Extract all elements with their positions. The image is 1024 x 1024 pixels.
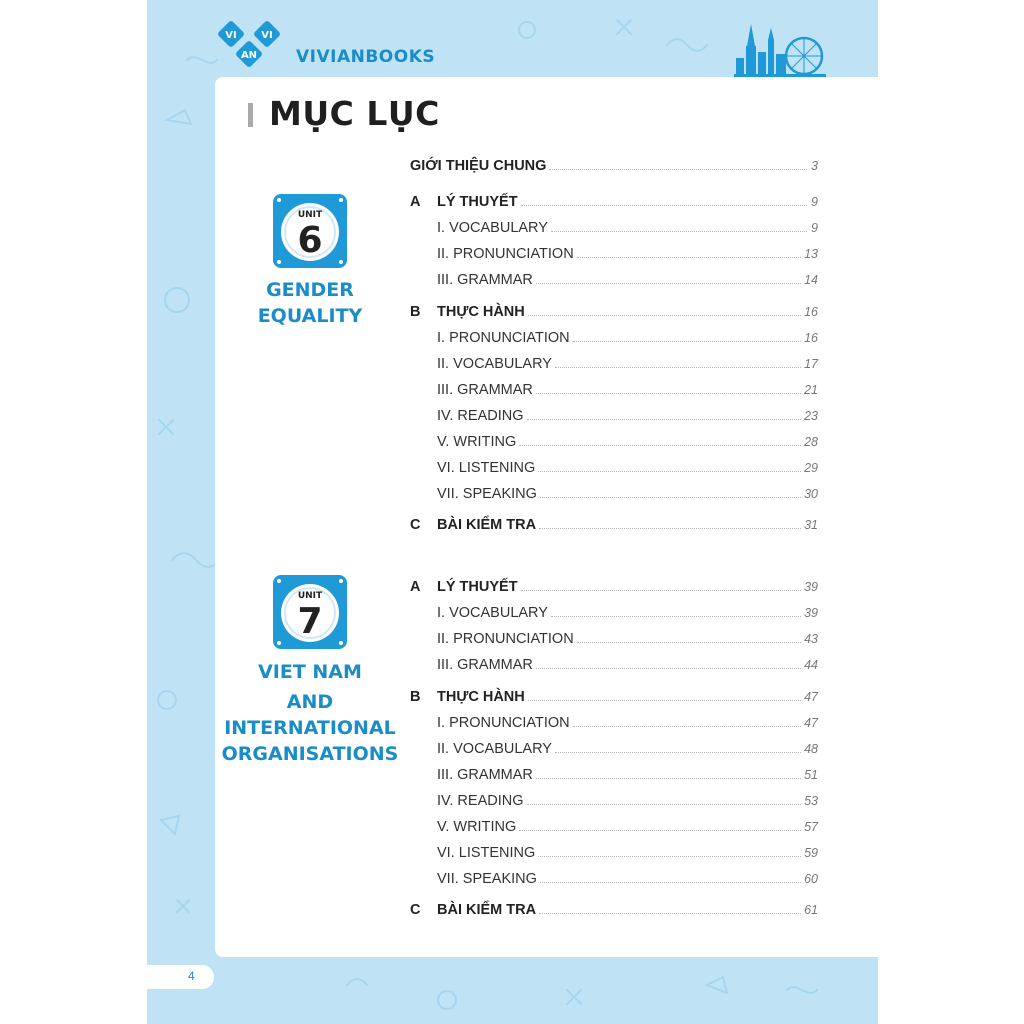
dot-leader bbox=[538, 844, 801, 857]
dot-leader bbox=[527, 792, 802, 805]
dot-leader bbox=[573, 329, 801, 342]
toc-entry-label: GIỚI THIỆU CHUNG bbox=[410, 158, 547, 174]
unit-7-title-line: INTERNATIONAL bbox=[224, 717, 396, 739]
toc-entry-label: IV. READING bbox=[437, 407, 524, 424]
dot-leader bbox=[536, 271, 801, 284]
dot-leader bbox=[555, 740, 801, 753]
dot-leader bbox=[521, 578, 802, 591]
page-title: MỤC LỤC bbox=[269, 94, 440, 133]
dot-leader bbox=[528, 688, 801, 701]
toc-entry-page: 9 bbox=[811, 195, 818, 209]
logo-letters-2: VI bbox=[261, 30, 273, 41]
toc-section-letter: C bbox=[410, 902, 421, 918]
toc-entry-page: 53 bbox=[804, 793, 818, 808]
toc-entry-label: V. WRITING bbox=[437, 818, 517, 835]
toc-entry-label: III. GRAMMAR bbox=[437, 657, 533, 673]
dot-leader bbox=[551, 604, 801, 617]
toc-entry[interactable] bbox=[410, 381, 818, 401]
toc-entry-label: IV. READING bbox=[437, 792, 524, 809]
toc-entry[interactable] bbox=[410, 329, 818, 349]
unit-7-word: UNIT bbox=[297, 591, 323, 601]
toc-entry-page: 13 bbox=[804, 247, 818, 261]
toc-entry[interactable] bbox=[410, 818, 818, 838]
toc-entry-label: III. GRAMMAR bbox=[437, 272, 533, 288]
toc-entry[interactable] bbox=[410, 485, 818, 505]
toc-entry-label: V. WRITING bbox=[437, 433, 517, 450]
toc-entry[interactable] bbox=[410, 656, 818, 676]
toc-entry-page: 23 bbox=[804, 408, 818, 423]
toc-entry[interactable] bbox=[410, 355, 818, 375]
unit-7-badge bbox=[272, 574, 348, 650]
unit-7-title-line: VIET NAM bbox=[258, 661, 362, 683]
toc-entry-label: II. VOCABULARY bbox=[437, 355, 552, 372]
page-number-tab bbox=[147, 965, 214, 989]
dot-leader bbox=[527, 407, 802, 420]
toc-entry-page: 29 bbox=[804, 460, 818, 475]
toc-entry-page: 60 bbox=[804, 871, 818, 886]
dot-leader bbox=[538, 459, 801, 472]
toc-entry-label: BÀI KIỂM TRA bbox=[437, 902, 537, 918]
toc-entry[interactable] bbox=[410, 459, 818, 479]
toc-entry-page: 43 bbox=[804, 632, 818, 646]
toc-entry[interactable] bbox=[410, 766, 818, 786]
toc-entry-page: 14 bbox=[804, 273, 818, 287]
dot-leader bbox=[519, 818, 801, 831]
toc-entry[interactable] bbox=[410, 219, 818, 239]
toc-entry-page: 31 bbox=[804, 518, 818, 532]
toc-entry-label: BÀI KIỂM TRA bbox=[437, 517, 537, 533]
toc-entry-label: VI. LISTENING bbox=[437, 844, 536, 861]
unit-6-word: UNIT bbox=[297, 210, 323, 220]
toc-entry-page: 39 bbox=[804, 580, 818, 594]
toc-entry-page: 44 bbox=[804, 658, 818, 672]
toc-entry-page: 39 bbox=[804, 606, 818, 620]
toc-entry-label: LÝ THUYẾT bbox=[437, 579, 518, 595]
toc-section-letter: C bbox=[410, 517, 421, 533]
dot-leader bbox=[555, 355, 801, 368]
toc-entry-label: THỰC HÀNH bbox=[437, 688, 525, 705]
unit-6-number: 6 bbox=[297, 220, 323, 261]
unit-7-number: 7 bbox=[297, 601, 323, 642]
unit-6-badge bbox=[272, 193, 348, 269]
toc-entry-label: THỰC HÀNH bbox=[437, 303, 525, 320]
toc-entry[interactable] bbox=[410, 714, 818, 734]
dot-leader bbox=[539, 516, 801, 529]
unit-7-title bbox=[215, 659, 405, 767]
toc-entry-label: II. PRONUNCIATION bbox=[437, 246, 574, 262]
toc-entry-page: 47 bbox=[804, 689, 818, 704]
toc-entry[interactable] bbox=[410, 245, 818, 265]
toc-entry-page: 61 bbox=[804, 903, 818, 917]
toc-entry-page: 51 bbox=[804, 767, 818, 782]
toc-entry-label: LÝ THUYẾT bbox=[437, 194, 518, 210]
london-skyline-illustration bbox=[734, 10, 826, 78]
toc-entry[interactable] bbox=[410, 688, 818, 708]
toc-entry[interactable] bbox=[410, 407, 818, 427]
title-accent-bar bbox=[248, 103, 253, 127]
toc-entry-page: 28 bbox=[804, 434, 818, 449]
toc-entry[interactable] bbox=[410, 844, 818, 864]
toc-entry-page: 21 bbox=[804, 382, 818, 397]
dot-leader bbox=[539, 901, 801, 914]
dot-leader bbox=[536, 766, 801, 779]
toc-entry[interactable] bbox=[410, 630, 818, 650]
toc-entry-label: III. GRAMMAR bbox=[437, 766, 533, 783]
toc-entry[interactable] bbox=[410, 604, 818, 624]
dot-leader bbox=[551, 219, 807, 232]
toc-entry-page: 17 bbox=[804, 356, 818, 371]
dot-leader bbox=[577, 245, 801, 258]
toc-section-letter: B bbox=[410, 688, 421, 705]
toc-entry[interactable] bbox=[410, 870, 818, 890]
unit-6-title-line: EQUALITY bbox=[257, 305, 363, 327]
toc-entry-label: VI. LISTENING bbox=[437, 459, 536, 476]
logo-letters-1: VI bbox=[225, 30, 237, 41]
dot-leader bbox=[521, 193, 807, 206]
toc-entry[interactable] bbox=[410, 433, 818, 453]
unit-7-title-line: AND bbox=[286, 691, 334, 713]
dot-leader bbox=[573, 714, 801, 727]
page-number: 4 bbox=[188, 969, 195, 983]
toc-entry-label: II. VOCABULARY bbox=[437, 740, 552, 757]
toc-entry-label: I. VOCABULARY bbox=[437, 605, 548, 621]
dot-leader bbox=[528, 303, 801, 316]
dot-leader bbox=[536, 656, 801, 669]
unit-6-title bbox=[215, 277, 405, 329]
toc-entry-label: I. PRONUNCIATION bbox=[437, 714, 570, 731]
toc-entry-label: I. PRONUNCIATION bbox=[437, 329, 570, 346]
dot-leader bbox=[549, 157, 807, 170]
toc-entry-page: 57 bbox=[804, 819, 818, 834]
logo-letters-3: AN bbox=[240, 50, 258, 61]
toc-entry-page: 48 bbox=[804, 741, 818, 756]
toc-section-letter: B bbox=[410, 303, 421, 320]
toc-entry[interactable] bbox=[410, 193, 818, 213]
toc-entry-page: 16 bbox=[804, 330, 818, 345]
toc-entry-page: 9 bbox=[811, 221, 818, 235]
dot-leader bbox=[536, 381, 801, 394]
toc-entry-label: II. PRONUNCIATION bbox=[437, 631, 574, 647]
vivianbooks-logo bbox=[215, 20, 285, 76]
toc-section-letter: A bbox=[410, 579, 421, 595]
toc-section-letter: A bbox=[410, 194, 421, 210]
toc-entry-label: VII. SPEAKING bbox=[437, 485, 537, 502]
toc-entry[interactable] bbox=[410, 792, 818, 812]
toc-entry[interactable] bbox=[410, 740, 818, 760]
toc-entry-label: I. VOCABULARY bbox=[437, 220, 548, 236]
unit-6-title-line: GENDER bbox=[266, 279, 354, 301]
unit-7-title-line: ORGANISATIONS bbox=[221, 743, 399, 765]
toc-entry[interactable] bbox=[410, 271, 818, 291]
toc-entry-page: 30 bbox=[804, 486, 818, 501]
toc-entry-page: 59 bbox=[804, 845, 818, 860]
toc-entry[interactable] bbox=[410, 516, 818, 536]
brand-name: VIVIANBOOKS bbox=[296, 47, 436, 67]
toc-entry[interactable] bbox=[410, 303, 818, 323]
toc-entry-label: III. GRAMMAR bbox=[437, 381, 533, 398]
toc-entry-page: 3 bbox=[811, 159, 818, 173]
toc-entry-page: 47 bbox=[804, 715, 818, 730]
toc-entry-label: VII. SPEAKING bbox=[437, 870, 537, 887]
dot-leader bbox=[540, 485, 801, 498]
dot-leader bbox=[577, 630, 801, 643]
dot-leader bbox=[540, 870, 801, 883]
toc-entry-intro[interactable] bbox=[410, 157, 818, 177]
toc-entry[interactable] bbox=[410, 901, 818, 921]
dot-leader bbox=[519, 433, 801, 446]
toc-entry-page: 16 bbox=[804, 304, 818, 319]
toc-entry[interactable] bbox=[410, 578, 818, 598]
